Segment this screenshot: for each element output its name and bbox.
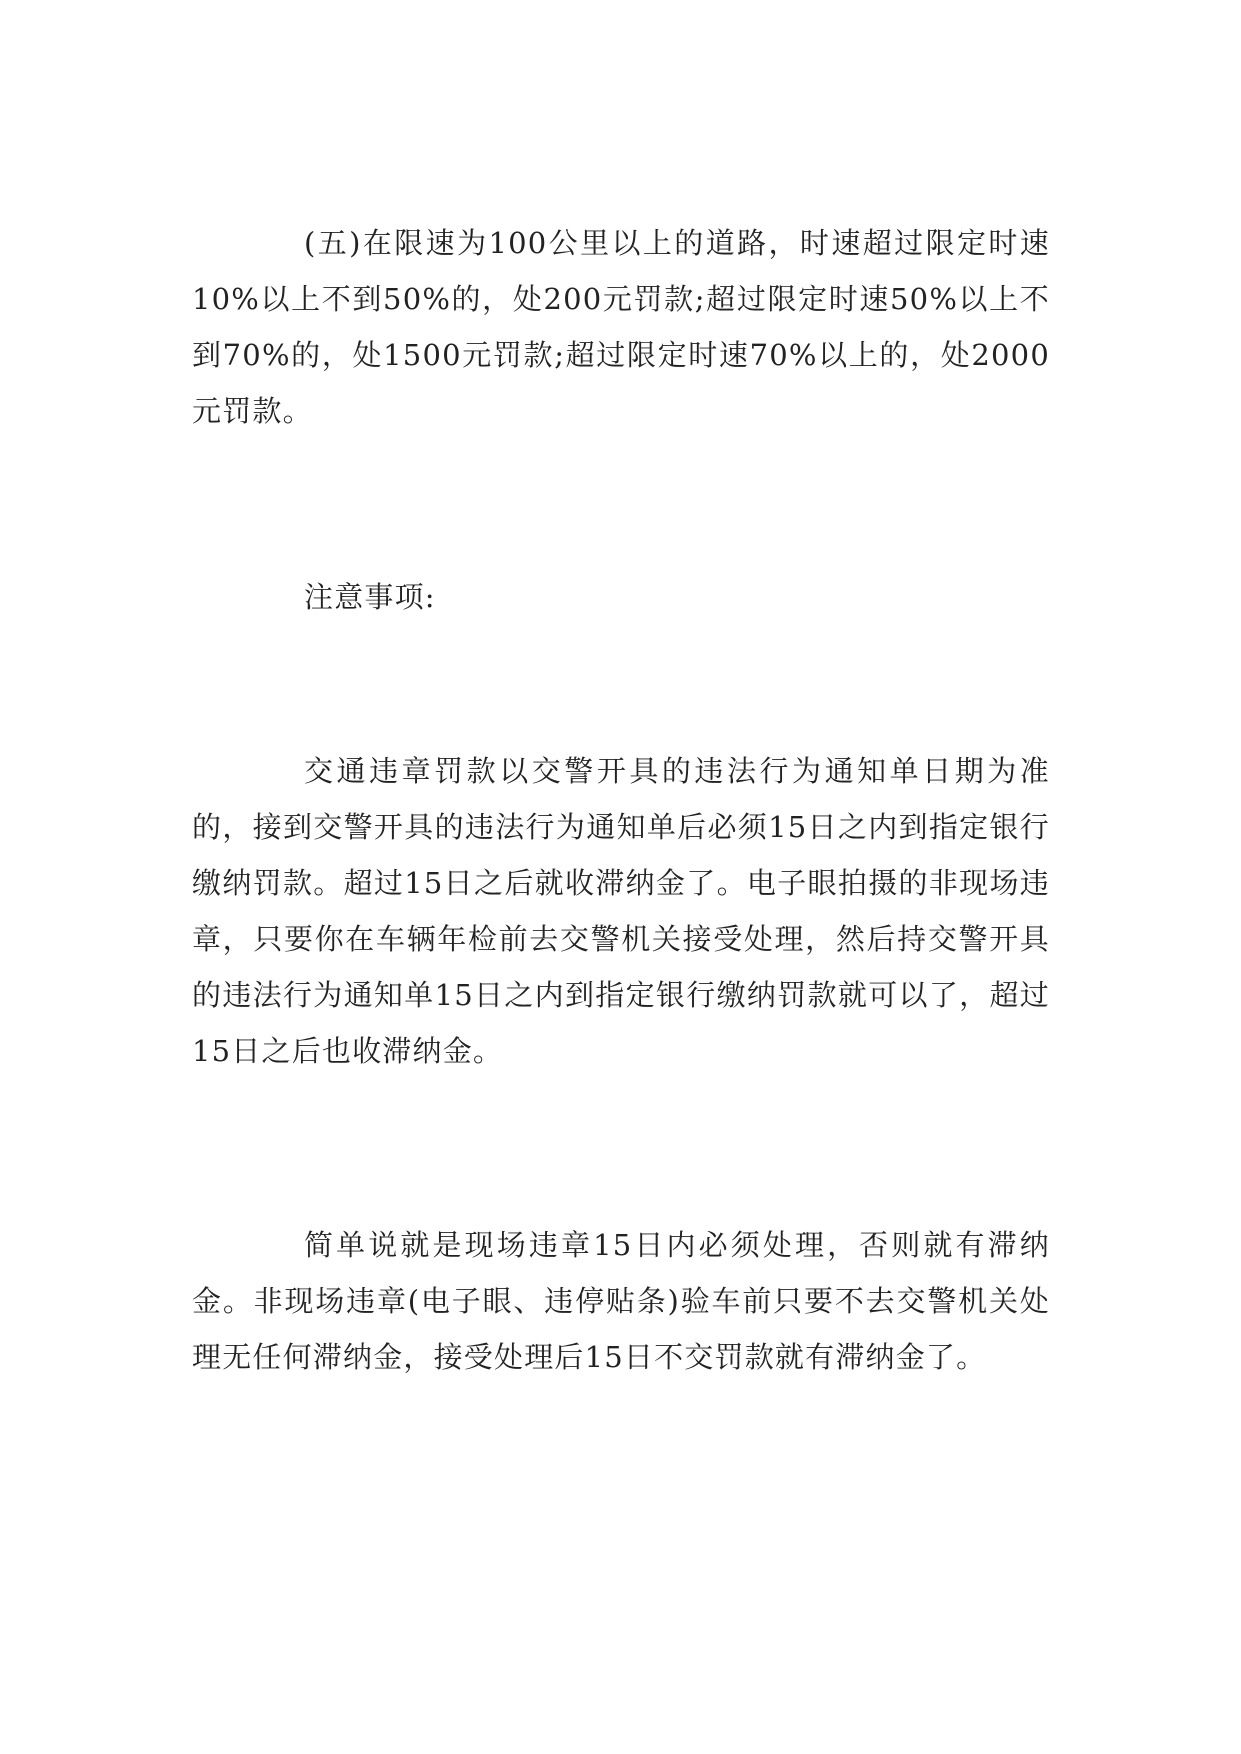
speed-fine-paragraph: (五)在限速为100公里以上的道路，时速超过限定时速10%以上不到50%的，处200元罚款;超过限定时速50%以上不到70%的，处1500元罚款;超过限定时速70%以上的，处2000元罚款。 [192, 226, 1050, 428]
notes-heading: 注意事项: [304, 580, 436, 614]
payment-deadline-paragraph: 交通违章罚款以交警开具的违法行为通知单日期为准的，接到交警开具的违法行为通知单后必须15日之内到指定银行缴纳罚款。超过15日之后就收滞纳金了。电子眼拍摄的非现场违章，只要你在车辆年检前去交警机关接受处理，然后持交警开具的违法行为通知单15日之内到指定银行缴纳罚款就可以了，超过 15日之后也收滞纳金。 [192, 754, 1050, 1068]
summary-paragraph: 简单说就是现场违章15日内必须处理，否则就有滞纳金。非现场违章(电子眼、违停贴条)验车前只要不去交警机关处理无任何滞纳金，接受处理后15日不交罚款就有滞纳金了。 [192, 1228, 1050, 1374]
